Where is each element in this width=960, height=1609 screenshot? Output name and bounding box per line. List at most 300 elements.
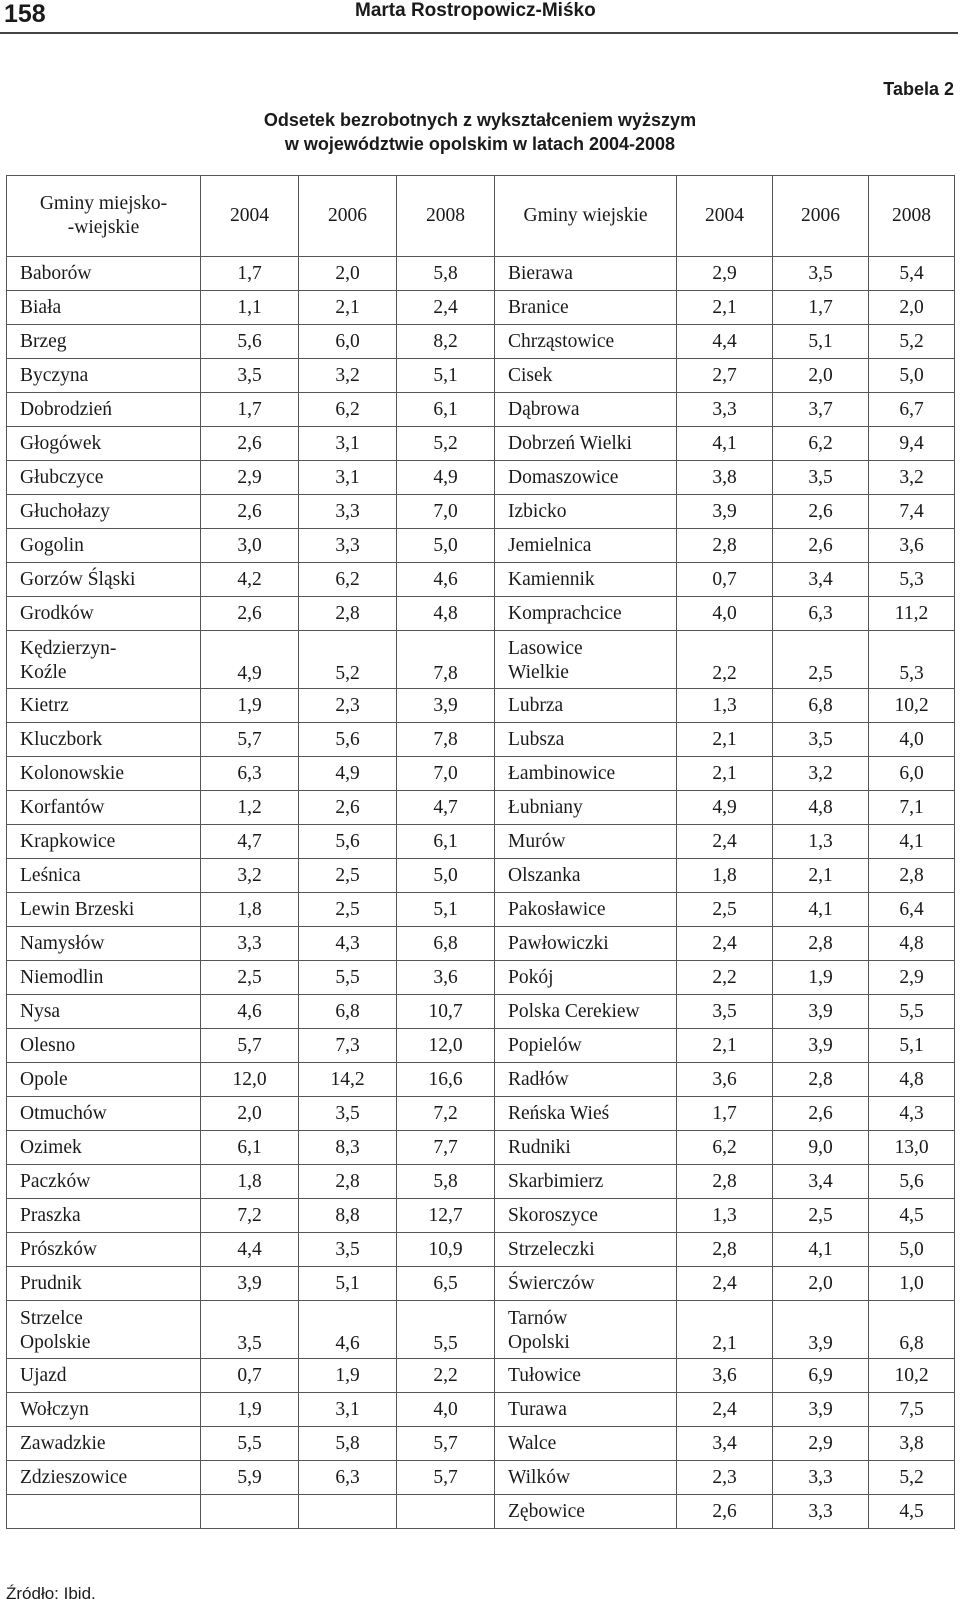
cell-rural-2004: 4,4	[677, 325, 773, 359]
cell-rural-2004: 3,8	[677, 461, 773, 495]
cell-rural-2006: 2,8	[773, 1063, 869, 1097]
cell-rural-2004: 4,9	[677, 791, 773, 825]
cell-urban-rural-2006: 4,6	[299, 1301, 397, 1359]
cell-rural-name: Popielów	[495, 1029, 677, 1063]
cell-urban-rural-name: Praszka	[7, 1199, 201, 1233]
table-row	[7, 1393, 955, 1427]
table-row	[7, 461, 955, 495]
cell-rural-2004: 3,5	[677, 995, 773, 1029]
cell-urban-rural-2004: 1,7	[201, 257, 299, 291]
cell-rural-name: Branice	[495, 291, 677, 325]
table-row	[7, 1427, 955, 1461]
cell-rural-2008: 5,1	[869, 1029, 955, 1063]
cell-urban-rural-name	[7, 631, 201, 689]
cell-urban-rural-2008: 12,0	[397, 1029, 495, 1063]
cell-urban-rural-name: Paczków	[7, 1165, 201, 1199]
cell-rural-2008: 4,5	[869, 1495, 955, 1529]
cell-text-line-1: Kędzierzyn-	[20, 638, 117, 659]
cell-urban-rural-2008: 8,2	[397, 325, 495, 359]
cell-urban-rural-2008: 7,8	[397, 631, 495, 689]
cell-rural-2006: 3,5	[773, 461, 869, 495]
header-year-2006-right: 2006	[773, 176, 869, 257]
cell-rural-2004: 2,2	[677, 631, 773, 689]
cell-rural-2008: 4,8	[869, 1063, 955, 1097]
cell-rural-2008: 6,7	[869, 393, 955, 427]
cell-text-line-1: Lasowice	[508, 638, 583, 659]
cell-urban-rural-2006: 5,6	[299, 825, 397, 859]
cell-rural-2006: 4,8	[773, 791, 869, 825]
table-row	[7, 859, 955, 893]
cell-rural-2008: 2,9	[869, 961, 955, 995]
cell-urban-rural-2006: 3,1	[299, 427, 397, 461]
cell-rural-2006: 3,9	[773, 1029, 869, 1063]
cell-urban-rural-2004: 6,3	[201, 757, 299, 791]
cell-urban-rural-2006: 2,6	[299, 791, 397, 825]
cell-rural-2006: 3,9	[773, 995, 869, 1029]
cell-rural-2006: 6,2	[773, 427, 869, 461]
cell-urban-rural-2004: 3,5	[201, 359, 299, 393]
cell-urban-rural-2008: 5,7	[397, 1427, 495, 1461]
cell-rural-2006: 3,2	[773, 757, 869, 791]
cell-urban-rural-2008: 4,9	[397, 461, 495, 495]
table-row	[7, 825, 955, 859]
cell-rural-2006: 3,9	[773, 1393, 869, 1427]
table-caption-line-1: Odsetek bezrobotnych z wykształceniem wyższym	[263, 110, 697, 130]
cell-rural-2004: 2,4	[677, 927, 773, 961]
cell-urban-rural-2006: 6,8	[299, 995, 397, 1029]
cell-urban-rural-name: Kluczbork	[7, 723, 201, 757]
table-header-row	[7, 176, 955, 257]
cell-urban-rural-2008: 3,9	[397, 689, 495, 723]
cell-rural-2008: 5,3	[869, 563, 955, 597]
cell-rural-2004: 2,1	[677, 1029, 773, 1063]
cell-rural-name: Wilków	[495, 1461, 677, 1495]
cell-rural-2008: 10,2	[869, 1359, 955, 1393]
cell-rural-2006: 1,7	[773, 291, 869, 325]
cell-urban-rural-name: Niemodlin	[7, 961, 201, 995]
table-row	[7, 1301, 955, 1359]
cell-rural-name: Bierawa	[495, 257, 677, 291]
cell-urban-rural-2008: 7,8	[397, 723, 495, 757]
cell-urban-rural-2006: 2,0	[299, 257, 397, 291]
cell-urban-rural-2008: 5,5	[397, 1301, 495, 1359]
table-row	[7, 1199, 955, 1233]
cell-urban-rural-2008: 2,4	[397, 291, 495, 325]
table-row	[7, 1063, 955, 1097]
cell-urban-rural-2006: 2,8	[299, 597, 397, 631]
table-row	[7, 1233, 955, 1267]
cell-rural-2004: 3,6	[677, 1359, 773, 1393]
cell-urban-rural-2004: 2,5	[201, 961, 299, 995]
header-urban-rural-line-2: -wiejskie	[67, 217, 140, 238]
cell-rural-name: Rudniki	[495, 1131, 677, 1165]
cell-rural-2004: 6,2	[677, 1131, 773, 1165]
cell-urban-rural-2006: 3,3	[299, 495, 397, 529]
cell-urban-rural-name	[7, 1495, 201, 1529]
cell-rural-2008: 5,6	[869, 1165, 955, 1199]
table-row	[7, 495, 955, 529]
cell-rural-2008: 7,5	[869, 1393, 955, 1427]
table-row	[7, 1131, 955, 1165]
cell-rural-name: Łubniany	[495, 791, 677, 825]
cell-rural-name: Lubsza	[495, 723, 677, 757]
cell-urban-rural-2006: 5,6	[299, 723, 397, 757]
cell-urban-rural-name: Głogówek	[7, 427, 201, 461]
cell-urban-rural-name: Korfantów	[7, 791, 201, 825]
header-year-2008-right: 2008	[869, 176, 955, 257]
cell-urban-rural-2004: 1,8	[201, 1165, 299, 1199]
cell-urban-rural-2008: 6,1	[397, 393, 495, 427]
table-row	[7, 961, 955, 995]
cell-urban-rural-2006: 14,2	[299, 1063, 397, 1097]
cell-urban-rural-2006: 5,8	[299, 1427, 397, 1461]
cell-rural-2006: 2,9	[773, 1427, 869, 1461]
cell-rural-2004: 2,8	[677, 1165, 773, 1199]
cell-urban-rural-2004: 5,9	[201, 1461, 299, 1495]
cell-urban-rural-2006: 3,1	[299, 1393, 397, 1427]
cell-urban-rural-2006: 4,3	[299, 927, 397, 961]
cell-urban-rural-2004: 1,9	[201, 1393, 299, 1427]
header-urban-rural-line-1: Gminy miejsko-	[39, 193, 168, 214]
cell-rural-name: Murów	[495, 825, 677, 859]
cell-urban-rural-2004: 1,1	[201, 291, 299, 325]
cell-rural-2004: 1,7	[677, 1097, 773, 1131]
cell-urban-rural-2004: 7,2	[201, 1199, 299, 1233]
cell-urban-rural-2008: 12,7	[397, 1199, 495, 1233]
unemployment-table	[6, 175, 955, 1529]
cell-urban-rural-2004: 1,2	[201, 791, 299, 825]
table-row	[7, 995, 955, 1029]
source-note: Źródło: Ibid.	[6, 1584, 96, 1603]
cell-rural-2006: 6,3	[773, 597, 869, 631]
cell-rural-2008: 4,3	[869, 1097, 955, 1131]
cell-rural-2008: 7,1	[869, 791, 955, 825]
table-row	[7, 893, 955, 927]
cell-rural-2004: 2,1	[677, 1301, 773, 1359]
cell-urban-rural-name: Grodków	[7, 597, 201, 631]
cell-urban-rural-name: Kolonowskie	[7, 757, 201, 791]
cell-text-line-1: Tarnów	[508, 1308, 568, 1329]
cell-rural-2008: 4,5	[869, 1199, 955, 1233]
cell-urban-rural-name: Otmuchów	[7, 1097, 201, 1131]
cell-rural-name: Pokój	[495, 961, 677, 995]
cell-urban-rural-2008: 7,7	[397, 1131, 495, 1165]
cell-urban-rural-2006: 3,1	[299, 461, 397, 495]
cell-rural-name: Cisek	[495, 359, 677, 393]
table-row	[7, 1097, 955, 1131]
cell-rural-2004: 2,8	[677, 1233, 773, 1267]
cell-rural-2006: 6,9	[773, 1359, 869, 1393]
cell-urban-rural-2008: 2,2	[397, 1359, 495, 1393]
cell-rural-2004: 3,3	[677, 393, 773, 427]
cell-urban-rural-2004: 5,5	[201, 1427, 299, 1461]
cell-rural-2004: 2,3	[677, 1461, 773, 1495]
header-year-2006-left: 2006	[299, 176, 397, 257]
cell-urban-rural-2008: 10,7	[397, 995, 495, 1029]
table-row	[7, 689, 955, 723]
cell-urban-rural-name: Gorzów Śląski	[7, 563, 201, 597]
running-head-author: Marta Rostropowicz-Miśko	[355, 0, 596, 21]
cell-urban-rural-name: Gogolin	[7, 529, 201, 563]
cell-rural-name: Kamiennik	[495, 563, 677, 597]
cell-rural-2008: 10,2	[869, 689, 955, 723]
cell-urban-rural-name: Opole	[7, 1063, 201, 1097]
cell-rural-2006: 4,1	[773, 893, 869, 927]
cell-rural-2006: 3,3	[773, 1461, 869, 1495]
cell-rural-2006: 2,6	[773, 495, 869, 529]
table-row	[7, 325, 955, 359]
cell-text-line-2: Opolski	[508, 1332, 570, 1353]
cell-rural-name: Domaszowice	[495, 461, 677, 495]
cell-urban-rural-name: Baborów	[7, 257, 201, 291]
cell-rural-2004: 2,4	[677, 1393, 773, 1427]
cell-urban-rural-2008: 5,2	[397, 427, 495, 461]
cell-rural-name: Dąbrowa	[495, 393, 677, 427]
cell-rural-2006: 3,4	[773, 1165, 869, 1199]
cell-urban-rural-2004: 3,0	[201, 529, 299, 563]
cell-urban-rural-2006: 2,3	[299, 689, 397, 723]
cell-urban-rural-2004: 1,7	[201, 393, 299, 427]
cell-urban-rural-2004: 6,1	[201, 1131, 299, 1165]
cell-rural-2006: 2,0	[773, 1267, 869, 1301]
cell-urban-rural-2008: 5,8	[397, 257, 495, 291]
cell-rural-name: Komprachcice	[495, 597, 677, 631]
table-row	[7, 597, 955, 631]
cell-rural-name: Izbicko	[495, 495, 677, 529]
cell-rural-2004: 2,9	[677, 257, 773, 291]
cell-urban-rural-2004: 4,6	[201, 995, 299, 1029]
cell-rural-name: Skoroszyce	[495, 1199, 677, 1233]
table-row	[7, 257, 955, 291]
cell-urban-rural-2004: 4,7	[201, 825, 299, 859]
cell-urban-rural-name: Zdzieszowice	[7, 1461, 201, 1495]
page-number: 158	[4, 0, 46, 28]
header-year-2004-right: 2004	[677, 176, 773, 257]
cell-rural-name: Chrząstowice	[495, 325, 677, 359]
cell-rural-2004: 1,3	[677, 1199, 773, 1233]
cell-rural-2008: 5,0	[869, 1233, 955, 1267]
cell-rural-2008: 3,6	[869, 529, 955, 563]
cell-urban-rural-name: Głubczyce	[7, 461, 201, 495]
cell-urban-rural-2006: 3,2	[299, 359, 397, 393]
cell-rural-name	[495, 631, 677, 689]
cell-urban-rural-2008: 10,9	[397, 1233, 495, 1267]
table-row	[7, 427, 955, 461]
header-urban-rural-municipalities	[7, 176, 201, 257]
cell-urban-rural-2006: 5,2	[299, 631, 397, 689]
cell-urban-rural-2006: 3,3	[299, 529, 397, 563]
table-row	[7, 927, 955, 961]
cell-urban-rural-name: Głuchołazy	[7, 495, 201, 529]
cell-urban-rural-2006: 6,2	[299, 563, 397, 597]
cell-urban-rural-2004: 2,0	[201, 1097, 299, 1131]
cell-urban-rural-2006: 5,1	[299, 1267, 397, 1301]
cell-rural-name	[495, 1301, 677, 1359]
cell-rural-name: Lubrza	[495, 689, 677, 723]
cell-urban-rural-2006: 6,3	[299, 1461, 397, 1495]
cell-urban-rural-name: Prószków	[7, 1233, 201, 1267]
cell-rural-name: Reńska Wieś	[495, 1097, 677, 1131]
cell-rural-2008: 9,4	[869, 427, 955, 461]
cell-urban-rural-2008: 4,8	[397, 597, 495, 631]
cell-rural-2006: 2,6	[773, 529, 869, 563]
cell-urban-rural-name: Ozimek	[7, 1131, 201, 1165]
cell-urban-rural-2008: 5,8	[397, 1165, 495, 1199]
cell-rural-2004: 2,8	[677, 529, 773, 563]
cell-urban-rural-2006: 4,9	[299, 757, 397, 791]
cell-rural-2008: 13,0	[869, 1131, 955, 1165]
cell-rural-name: Turawa	[495, 1393, 677, 1427]
cell-urban-rural-2004: 3,5	[201, 1301, 299, 1359]
cell-rural-2008: 5,4	[869, 257, 955, 291]
header-year-2008-left: 2008	[397, 176, 495, 257]
cell-urban-rural-2004: 5,6	[201, 325, 299, 359]
cell-rural-name: Skarbimierz	[495, 1165, 677, 1199]
cell-rural-name: Olszanka	[495, 859, 677, 893]
cell-urban-rural-2008: 4,0	[397, 1393, 495, 1427]
cell-urban-rural-name: Byczyna	[7, 359, 201, 393]
cell-urban-rural-2008: 7,0	[397, 757, 495, 791]
cell-urban-rural-2006: 2,1	[299, 291, 397, 325]
cell-rural-2008: 7,4	[869, 495, 955, 529]
cell-urban-rural-name: Kietrz	[7, 689, 201, 723]
cell-rural-2008: 5,2	[869, 325, 955, 359]
cell-urban-rural-2004: 0,7	[201, 1359, 299, 1393]
cell-rural-name: Polska Cerekiew	[495, 995, 677, 1029]
cell-urban-rural-2004: 4,2	[201, 563, 299, 597]
cell-urban-rural-name: Biała	[7, 291, 201, 325]
cell-rural-2004: 4,1	[677, 427, 773, 461]
cell-rural-2008: 5,5	[869, 995, 955, 1029]
cell-urban-rural-name: Nysa	[7, 995, 201, 1029]
cell-urban-rural-2004: 2,6	[201, 427, 299, 461]
cell-urban-rural-2008: 7,0	[397, 495, 495, 529]
cell-rural-2004: 2,5	[677, 893, 773, 927]
cell-rural-2006: 3,3	[773, 1495, 869, 1529]
cell-rural-2004: 2,4	[677, 1267, 773, 1301]
table-row	[7, 631, 955, 689]
cell-urban-rural-name: Leśnica	[7, 859, 201, 893]
table-label: Tabela 2	[883, 79, 954, 99]
cell-urban-rural-2006: 7,3	[299, 1029, 397, 1063]
cell-rural-2008: 6,0	[869, 757, 955, 791]
cell-urban-rural-name: Dobrodzień	[7, 393, 201, 427]
header-year-2004-left: 2004	[201, 176, 299, 257]
cell-rural-2008: 2,8	[869, 859, 955, 893]
table-row	[7, 1461, 955, 1495]
cell-rural-2006: 2,5	[773, 631, 869, 689]
table-row	[7, 291, 955, 325]
table-row	[7, 393, 955, 427]
cell-urban-rural-2008	[397, 1495, 495, 1529]
cell-rural-2006: 3,7	[773, 393, 869, 427]
cell-rural-name: Zębowice	[495, 1495, 677, 1529]
cell-rural-2008: 6,4	[869, 893, 955, 927]
header-rural-municipalities: Gminy wiejskie	[495, 176, 677, 257]
cell-rural-2006: 2,0	[773, 359, 869, 393]
cell-urban-rural-2006	[299, 1495, 397, 1529]
cell-urban-rural-name	[7, 1301, 201, 1359]
cell-urban-rural-2006: 1,9	[299, 1359, 397, 1393]
cell-rural-2004: 4,0	[677, 597, 773, 631]
cell-urban-rural-2004: 5,7	[201, 723, 299, 757]
cell-urban-rural-2004	[201, 1495, 299, 1529]
cell-rural-2008: 4,1	[869, 825, 955, 859]
cell-rural-2004: 2,6	[677, 1495, 773, 1529]
table-row	[7, 563, 955, 597]
cell-rural-name: Świerczów	[495, 1267, 677, 1301]
cell-urban-rural-2006: 5,5	[299, 961, 397, 995]
cell-urban-rural-2008: 6,5	[397, 1267, 495, 1301]
cell-rural-name: Walce	[495, 1427, 677, 1461]
cell-urban-rural-2006: 8,8	[299, 1199, 397, 1233]
cell-urban-rural-2004: 12,0	[201, 1063, 299, 1097]
cell-rural-name: Dobrzeń Wielki	[495, 427, 677, 461]
cell-text-line-2: Opolskie	[20, 1332, 91, 1353]
cell-rural-2008: 1,0	[869, 1267, 955, 1301]
cell-rural-2004: 2,4	[677, 825, 773, 859]
cell-urban-rural-name: Namysłów	[7, 927, 201, 961]
cell-urban-rural-2008: 5,1	[397, 893, 495, 927]
cell-rural-2006: 3,4	[773, 563, 869, 597]
cell-rural-2006: 6,8	[773, 689, 869, 723]
cell-rural-2008: 6,8	[869, 1301, 955, 1359]
table-row	[7, 1495, 955, 1529]
cell-rural-2006: 1,3	[773, 825, 869, 859]
cell-rural-2006: 9,0	[773, 1131, 869, 1165]
cell-rural-name: Strzeleczki	[495, 1233, 677, 1267]
cell-rural-2008: 4,0	[869, 723, 955, 757]
cell-rural-name: Łambinowice	[495, 757, 677, 791]
cell-rural-name: Pakosławice	[495, 893, 677, 927]
cell-urban-rural-2008: 4,6	[397, 563, 495, 597]
cell-urban-rural-2006: 8,3	[299, 1131, 397, 1165]
cell-rural-name: Pawłowiczki	[495, 927, 677, 961]
cell-urban-rural-2008: 7,2	[397, 1097, 495, 1131]
cell-rural-2006: 2,1	[773, 859, 869, 893]
cell-urban-rural-name: Krapkowice	[7, 825, 201, 859]
cell-urban-rural-2008: 3,6	[397, 961, 495, 995]
cell-rural-2006: 2,8	[773, 927, 869, 961]
cell-rural-2008: 11,2	[869, 597, 955, 631]
cell-urban-rural-2006: 3,5	[299, 1233, 397, 1267]
cell-rural-2008: 3,2	[869, 461, 955, 495]
cell-rural-2006: 3,9	[773, 1301, 869, 1359]
cell-urban-rural-name: Olesno	[7, 1029, 201, 1063]
cell-rural-2004: 2,7	[677, 359, 773, 393]
cell-rural-2008: 2,0	[869, 291, 955, 325]
cell-rural-2004: 2,1	[677, 723, 773, 757]
cell-urban-rural-2006: 6,0	[299, 325, 397, 359]
cell-rural-2004: 3,6	[677, 1063, 773, 1097]
cell-urban-rural-2008: 5,1	[397, 359, 495, 393]
table-body	[7, 257, 955, 1529]
table-row	[7, 1359, 955, 1393]
cell-urban-rural-2006: 2,5	[299, 859, 397, 893]
cell-rural-2008: 4,8	[869, 927, 955, 961]
cell-rural-2004: 3,4	[677, 1427, 773, 1461]
cell-urban-rural-name: Brzeg	[7, 325, 201, 359]
cell-urban-rural-2004: 4,9	[201, 631, 299, 689]
table-row	[7, 1267, 955, 1301]
table-row	[7, 359, 955, 393]
page-header	[0, 0, 960, 36]
header-rule	[0, 32, 958, 34]
cell-rural-2004: 2,1	[677, 291, 773, 325]
cell-rural-name: Jemielnica	[495, 529, 677, 563]
cell-rural-2004: 0,7	[677, 563, 773, 597]
table-row	[7, 723, 955, 757]
